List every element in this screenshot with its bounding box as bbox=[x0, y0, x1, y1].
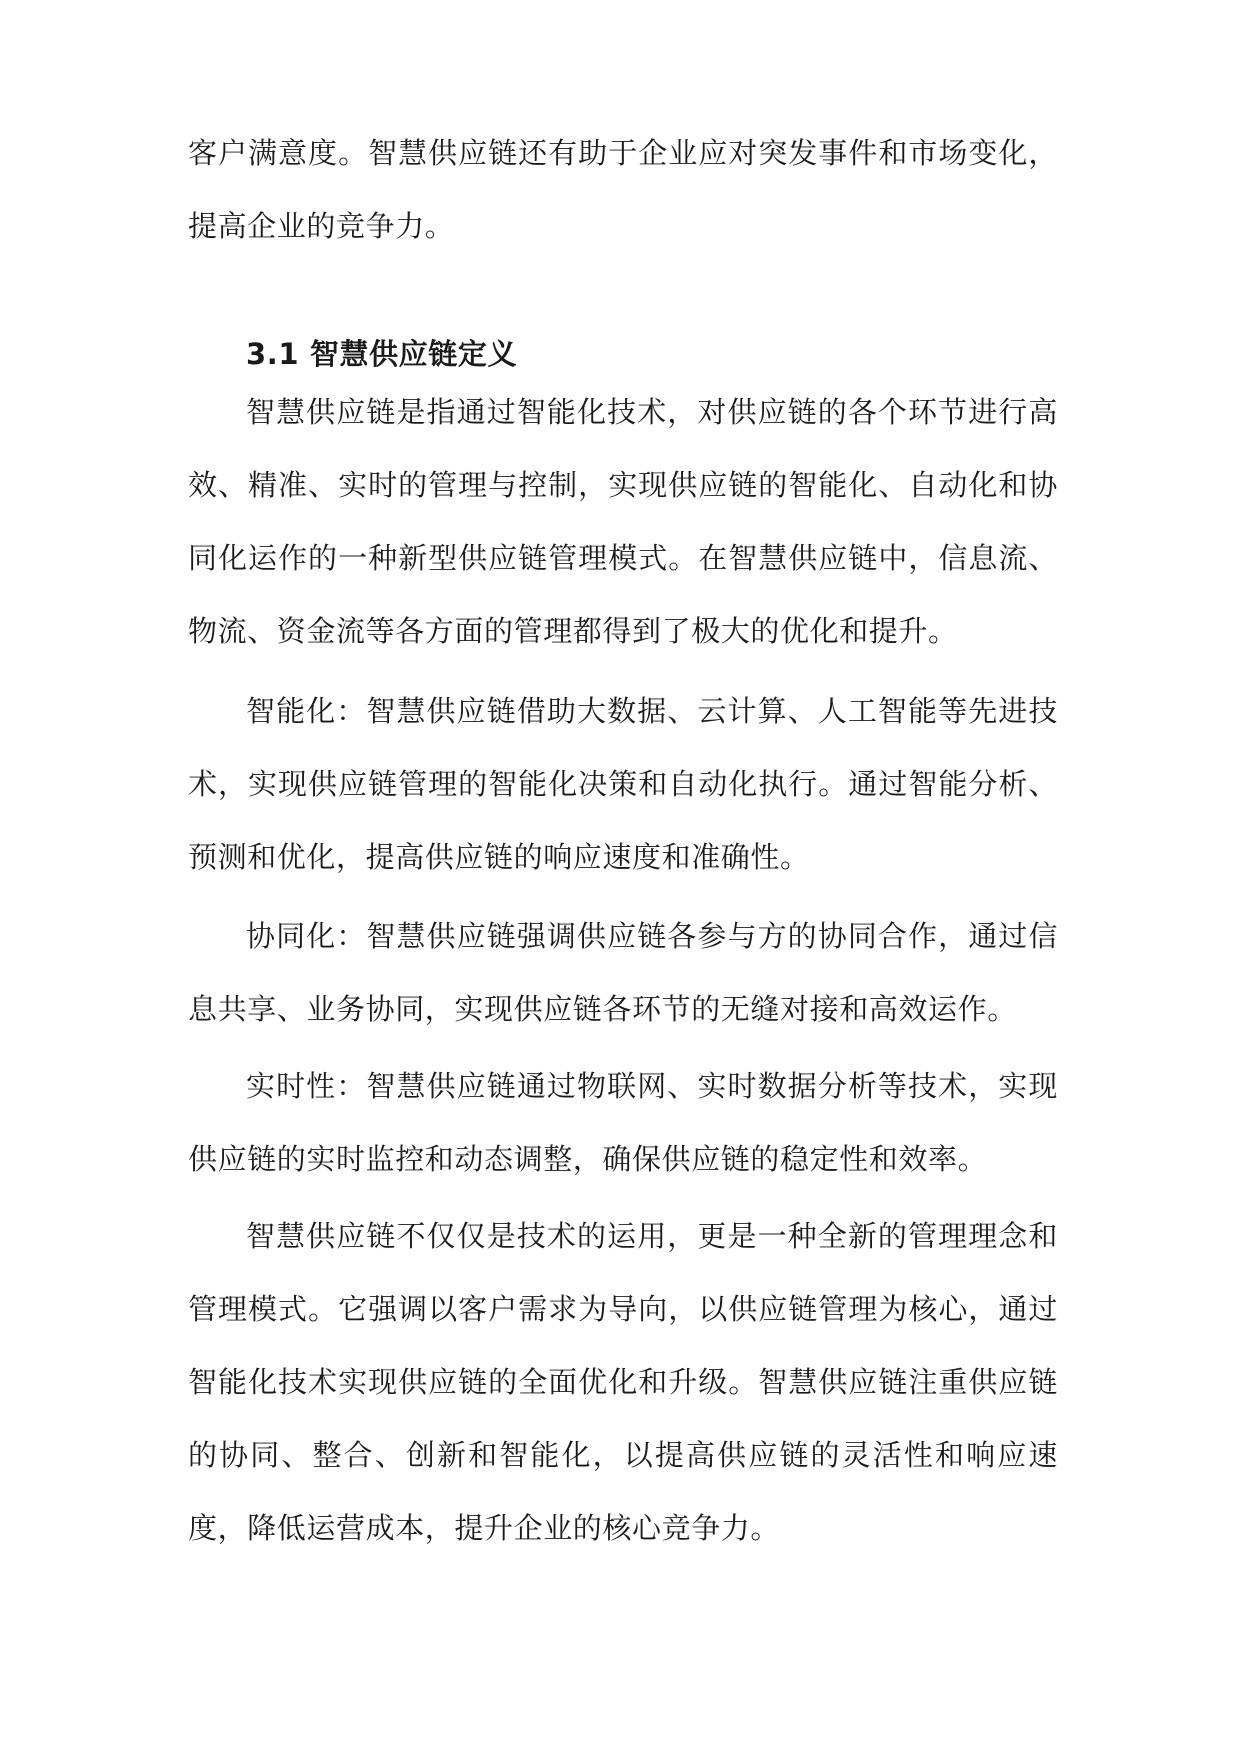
paragraph-realtime: 实时性：智慧供应链通过物联网、实时数据分析等技术，实现供应链的实时监控和动态调整，确保供应链的稳定性和效率。 bbox=[188, 1069, 1058, 1176]
paragraph-philosophy: 智慧供应链不仅仅是技术的运用，更是一种全新的管理理念和管理模式。它强调以客户需求为导向，以供应链管理为核心，通过智能化技术实现供应链的全面优化和升级。智慧供应链注重供应链的协同、整合、创新和智能化，以提高供应链的灵活性和响应速度，降低运营成本，提升企业的核心竞争力。 bbox=[188, 1219, 1058, 1545]
paragraph-collaborative: 协同化：智慧供应链强调供应链各参与方的协同合作，通过信息共享、业务协同，实现供应链各环节的无缝对接和高效运作。 bbox=[188, 919, 1058, 1026]
section-heading: 3.1 智慧供应链定义 bbox=[246, 337, 518, 371]
paragraph-continued: 客户满意度。智慧供应链还有助于企业应对突发事件和市场变化，提高企业的竞争力。 bbox=[188, 136, 1058, 243]
paragraph-intelligent: 智能化：智慧供应链借助大数据、云计算、人工智能等先进技术，实现供应链管理的智能化决策和自动化执行。通过智能分析、预测和优化，提高供应链的响应速度和准确性。 bbox=[188, 694, 1058, 874]
paragraph-definition: 智慧供应链是指通过智能化技术，对供应链的各个环节进行高效、精准、实时的管理与控制，实现供应链的智能化、自动化和协同化运作的一种新型供应链管理模式。在智慧供应链中，信息流、物流、资金流等各方面的管理都得到了极大的优化和提升。 bbox=[188, 395, 1058, 648]
